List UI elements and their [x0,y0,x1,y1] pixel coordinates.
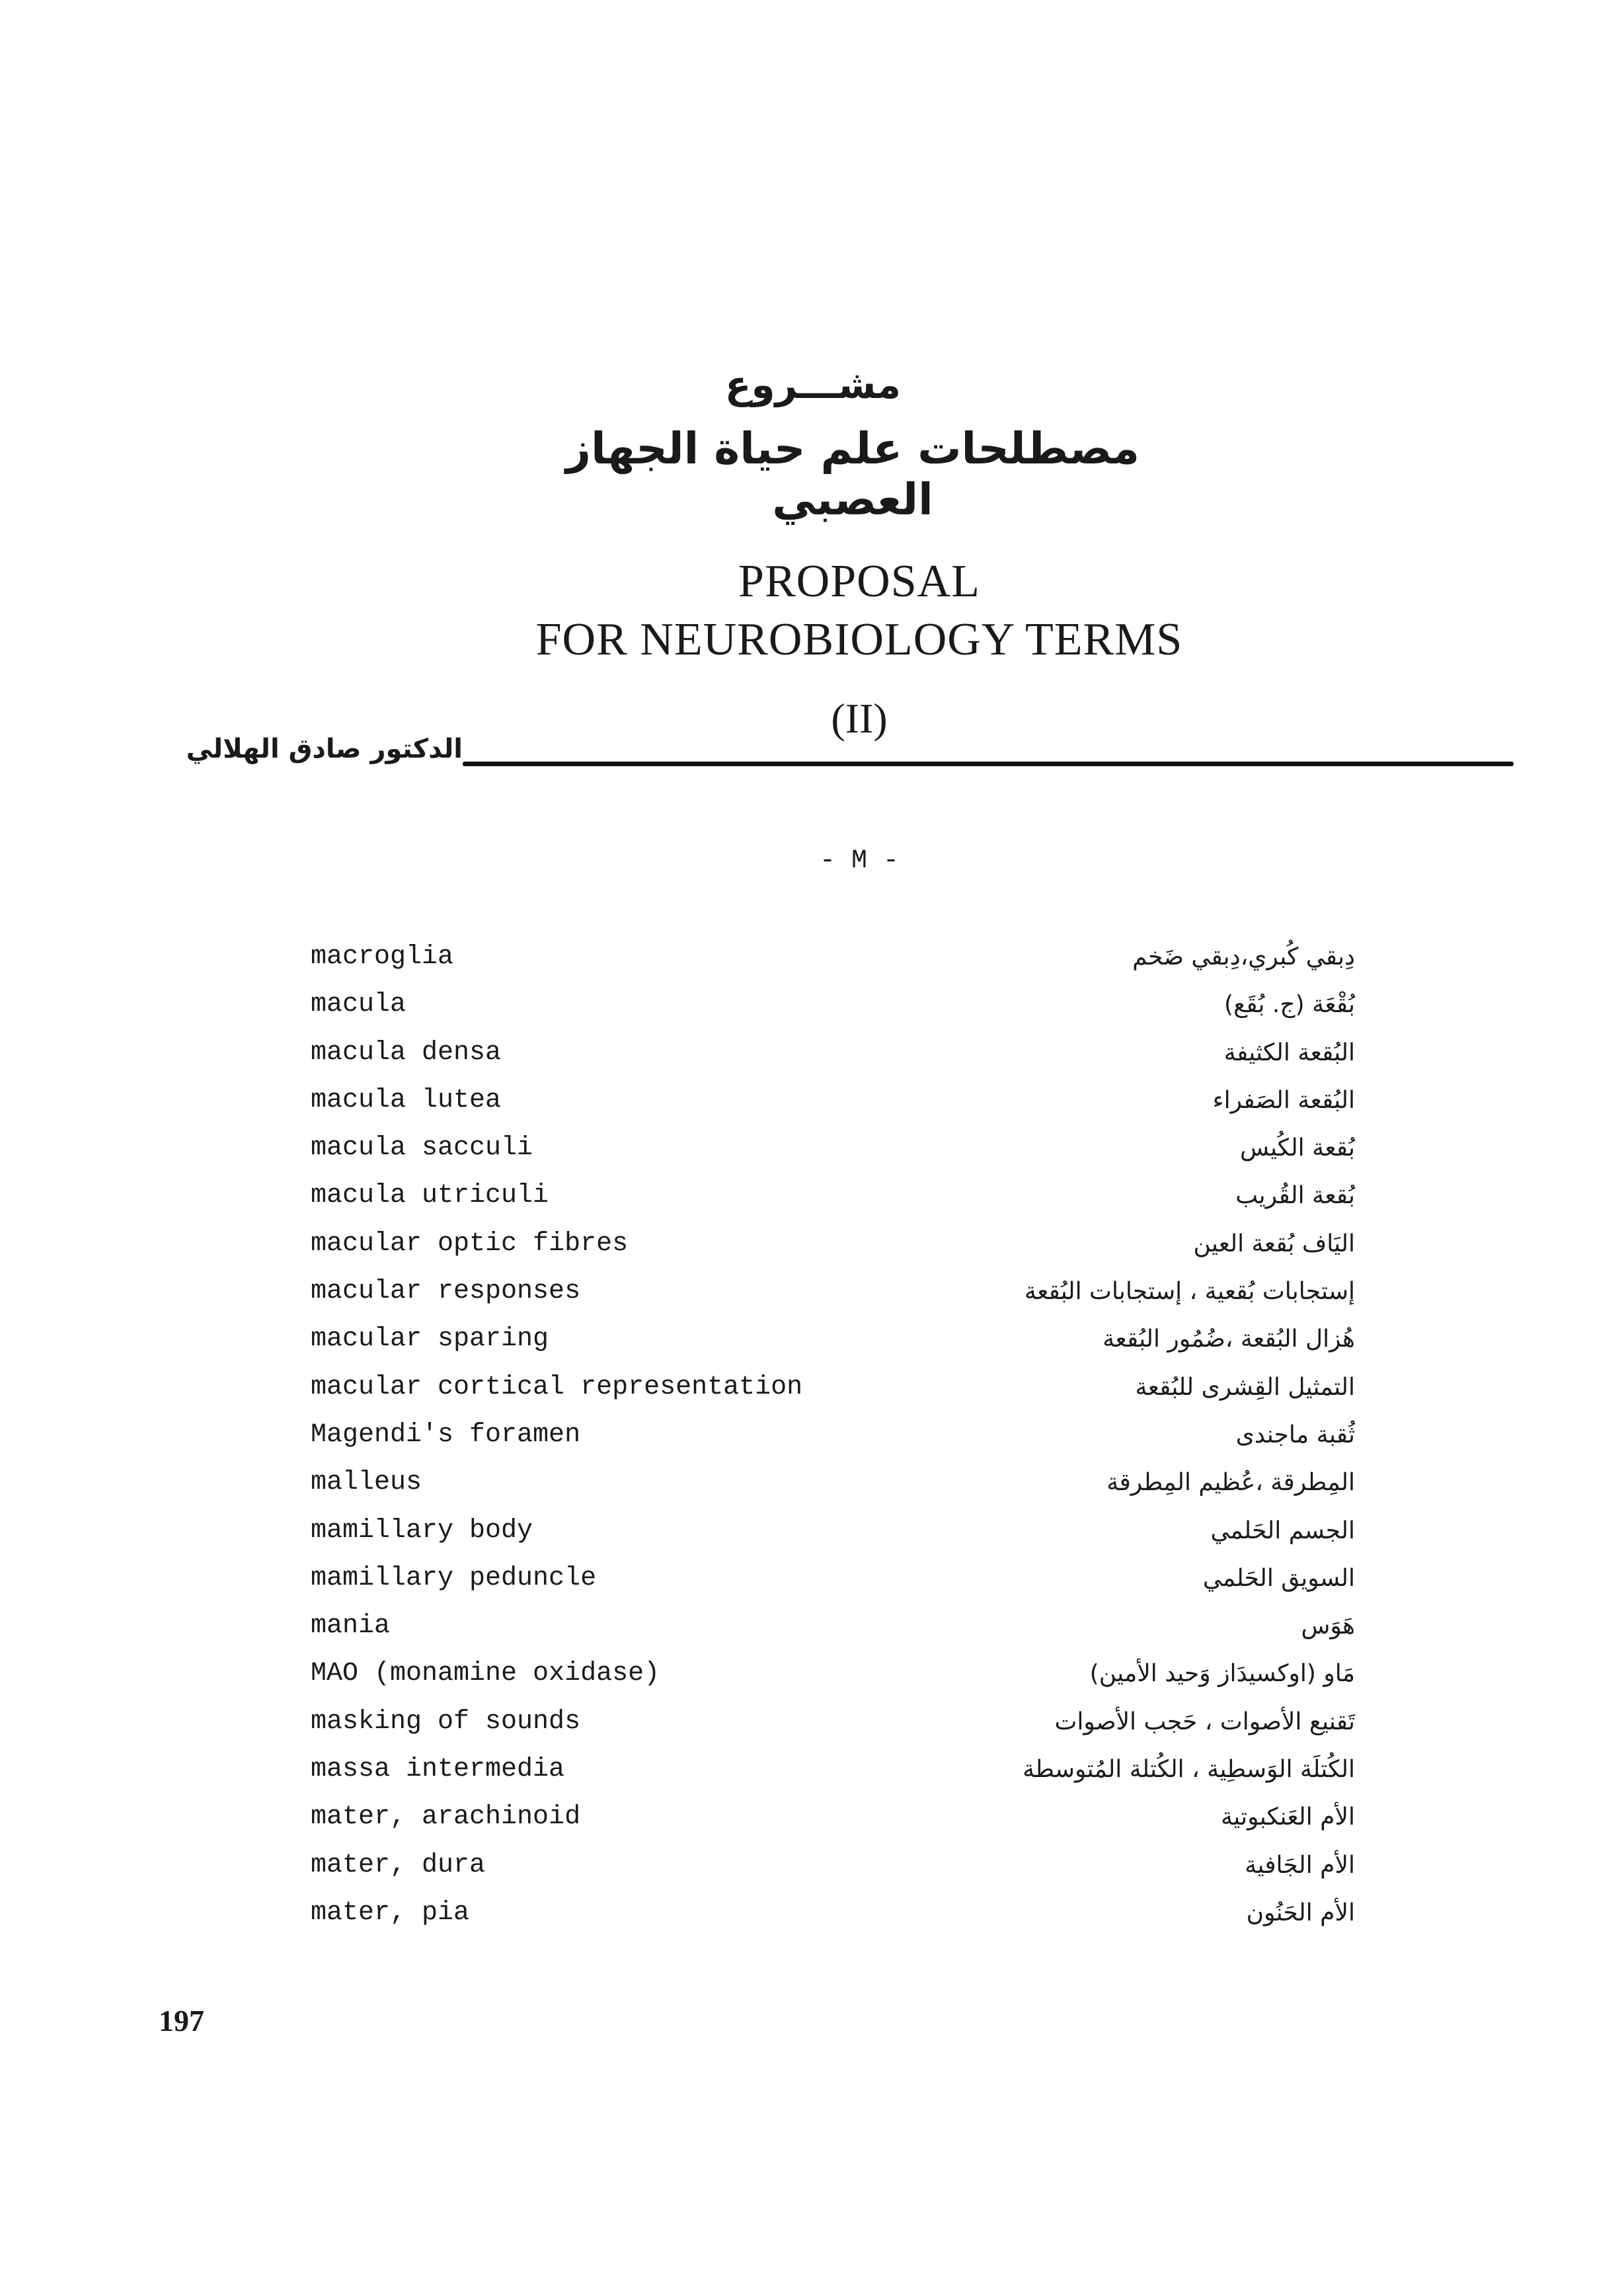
arabic-term: الأم العَنكبوتية [1221,1803,1355,1831]
english-term: Magendi's foramen [311,1419,581,1450]
arabic-term: بُقْعَة (ج. بُقَع) [1224,991,1355,1019]
arabic-term: بُقعة الكُيس [1240,1134,1355,1162]
english-term: macula utriculi [311,1181,549,1211]
english-term: macular cortical representation [311,1372,803,1402]
arabic-term: اليَاف بُقعة العين [1193,1230,1355,1257]
title-line-1: PROPOSAL [738,556,980,607]
arabic-term: تَقنيع الأصوات ، حَجب الأصوات [1054,1708,1355,1735]
english-term: mater, dura [311,1850,486,1880]
arabic-term: هَوَس [1301,1612,1355,1640]
english-term: mater, pia [311,1897,470,1928]
arabic-term: البُقعة الكثيفة [1223,1039,1355,1066]
english-term: macroglia [311,942,454,972]
english-term: macula densa [311,1037,502,1068]
arabic-term: بُقعة القُريب [1235,1182,1355,1210]
arabic-term: الجسم الحَلمي [1210,1517,1355,1544]
part-number: (II) [831,695,888,742]
english-term: macular responses [311,1277,581,1307]
arabic-term: الكُتلَة الوَسطِية ، الكُتلة المُتوسطة [1023,1756,1355,1784]
arabic-term: التمثيل القِشرى للبُقعة [1135,1373,1355,1401]
page-number: 197 [159,2004,204,2038]
arabic-term: الأم الحَنُون [1246,1899,1355,1926]
english-term: malleus [311,1468,422,1498]
arabic-term-list [872,933,1355,1937]
english-term: massa intermedia [311,1755,565,1785]
english-term: MAO (monamine oxidase) [311,1659,660,1689]
arabic-heading-title: مصطلحات علم حياة الجهاز العصبي [565,423,1140,525]
section-letter: - M - [819,846,900,876]
english-term: macula sacculi [311,1133,533,1164]
arabic-term: إستجابات بُقعية ، إستجابات البُقعة [1024,1278,1355,1306]
arabic-term: البُقعة الصَفراء [1212,1086,1355,1114]
title-rule [463,762,1514,766]
english-term-list [311,933,853,1937]
arabic-term: دِبقي كُبري،دِبقي ضَخم [1132,943,1355,970]
english-term: macula lutea [311,1085,502,1115]
english-term: mamillary peduncle [311,1563,597,1593]
arabic-term: السويق الحَلمي [1202,1564,1355,1592]
english-term: mania [311,1611,391,1642]
english-term: macular optic fibres [311,1228,629,1259]
arabic-term: الأم الجَافية [1245,1851,1355,1879]
english-term: macula [311,990,406,1020]
english-term: masking of sounds [311,1706,581,1737]
english-term: mater, arachinoid [311,1802,581,1833]
arabic-term: ثُقبة ماجندى [1235,1421,1355,1448]
title-line-2: FOR NEUROBIOLOGY TERMS [535,614,1183,665]
arabic-term: مَاو (اوكسيدَاز وَحيد الأمين) [1089,1660,1355,1688]
arabic-heading-project: مشـــروع [724,362,902,407]
english-term: macular sparing [311,1324,549,1355]
arabic-term: هُزال البُقعة ،ضُمُور البُقعة [1102,1326,1355,1353]
arabic-term: المِطرقة ،عُظيم المِطرقة [1106,1469,1355,1497]
author-name: الدكتور صادق الهلالي [186,734,463,764]
english-term: mamillary body [311,1515,533,1546]
